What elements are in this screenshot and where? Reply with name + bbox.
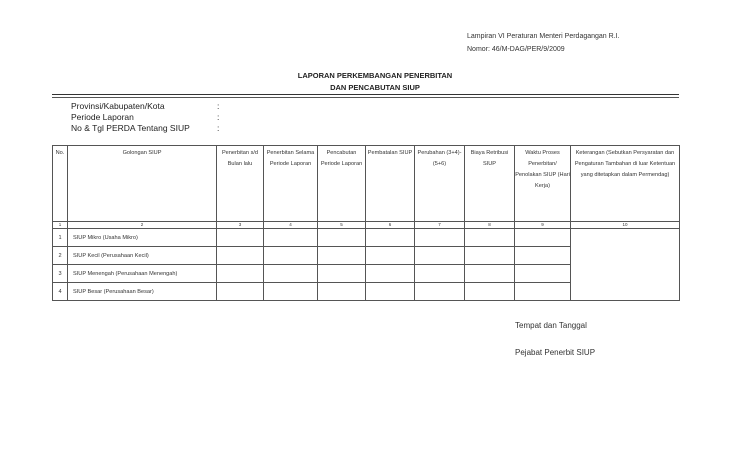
table-cell[interactable] <box>515 247 571 265</box>
table-cell[interactable] <box>264 229 318 247</box>
column-number: 3 <box>217 222 264 229</box>
table-cell[interactable] <box>415 229 465 247</box>
row-golongan: SIUP Menengah (Perusahaan Menengah) <box>68 265 217 283</box>
row-number: 3 <box>53 265 68 283</box>
column-number: 4 <box>264 222 318 229</box>
table-cell[interactable] <box>217 247 264 265</box>
table-cell[interactable] <box>318 265 366 283</box>
row-number: 4 <box>53 283 68 301</box>
table-cell[interactable] <box>415 265 465 283</box>
row-number: 1 <box>53 229 68 247</box>
table-cell[interactable] <box>515 229 571 247</box>
table-cell[interactable] <box>465 247 515 265</box>
title-divider-thin <box>52 97 679 98</box>
table-cell[interactable] <box>318 283 366 301</box>
column-number: 5 <box>318 222 366 229</box>
field-value[interactable]: : <box>217 101 220 111</box>
column-number: 10 <box>571 222 680 229</box>
header-no: No. <box>53 146 68 222</box>
table-cell[interactable] <box>415 283 465 301</box>
column-number: 7 <box>415 222 465 229</box>
table-cell[interactable] <box>465 283 515 301</box>
field-label: Provinsi/Kabupaten/Kota <box>71 101 165 111</box>
column-number: 1 <box>53 222 68 229</box>
header-penerbitan-lalu: Penerbitan s/d Bulan lalu <box>217 146 264 222</box>
table-cell[interactable] <box>515 265 571 283</box>
table-cell[interactable] <box>217 283 264 301</box>
title-divider-thick <box>52 94 679 95</box>
row-number: 2 <box>53 247 68 265</box>
header-waktu-proses: Waktu Proses Penerbitan/ Penolakan SIUP (Hari Kerja) <box>515 146 571 222</box>
report-fields <box>71 101 220 134</box>
table-cell[interactable] <box>264 283 318 301</box>
field-period <box>71 112 220 123</box>
table-cell[interactable] <box>366 247 415 265</box>
regulation-reference <box>467 30 620 56</box>
report-title-line-2: DAN PENCABUTAN SIUP <box>330 83 420 92</box>
table-cell[interactable] <box>264 265 318 283</box>
row-golongan: SIUP Kecil (Perusahaan Kecil) <box>68 247 217 265</box>
report-title <box>0 70 750 94</box>
siup-report-table <box>52 145 680 301</box>
table-cell[interactable] <box>217 229 264 247</box>
header-pencabutan: Pencabutan Periode Laporan <box>318 146 366 222</box>
header-keterangan: Keterangan (Sebutkan Persyaratan dan Pengaturan Tambahan di luar Ketentuan yang ditetapkan dalam Permendag) <box>571 146 680 222</box>
table-cell[interactable] <box>217 265 264 283</box>
regulation-line: Lampiran VI Peraturan Menteri Perdagangan R.I. <box>467 33 620 40</box>
column-number-row <box>53 222 680 229</box>
regulation-number: Nomor: 46/M-DAG/PER/9/2009 <box>467 46 565 53</box>
header-biaya: Biaya Retribusi SIUP <box>465 146 515 222</box>
field-label: Periode Laporan <box>71 112 134 122</box>
field-label: No & Tgl PERDA Tentang SIUP <box>71 123 190 133</box>
column-number: 8 <box>465 222 515 229</box>
field-value[interactable]: : <box>217 123 220 133</box>
table-cell[interactable] <box>366 265 415 283</box>
table-header-row <box>53 146 680 222</box>
table-cell[interactable] <box>465 229 515 247</box>
table-cell[interactable] <box>366 283 415 301</box>
table-cell[interactable] <box>318 247 366 265</box>
table-cell[interactable] <box>318 229 366 247</box>
table-cell[interactable] <box>465 265 515 283</box>
row-golongan: SIUP Mikro (Usaha Mikro) <box>68 229 217 247</box>
row-golongan: SIUP Besar (Perusahaan Besar) <box>68 283 217 301</box>
column-number: 6 <box>366 222 415 229</box>
column-number: 9 <box>515 222 571 229</box>
field-perda <box>71 123 220 134</box>
keterangan-cell[interactable] <box>571 229 680 301</box>
issuing-official: Pejabat Penerbit SIUP <box>515 348 596 357</box>
field-value[interactable]: : <box>217 112 220 122</box>
column-number: 2 <box>68 222 217 229</box>
table-cell[interactable] <box>264 247 318 265</box>
report-title-line-1: LAPORAN PERKEMBANGAN PENERBITAN <box>297 71 453 80</box>
table-row <box>53 229 680 247</box>
field-province <box>71 101 220 112</box>
place-and-date: Tempat dan Tanggal <box>515 321 587 330</box>
table-cell[interactable] <box>366 229 415 247</box>
header-pembatalan: Pembatalan SIUP <box>366 146 415 222</box>
table-cell[interactable] <box>415 247 465 265</box>
header-perubahan: Perubahan (3+4)-(5+6) <box>415 146 465 222</box>
table-cell[interactable] <box>515 283 571 301</box>
header-golongan: Golongan SIUP <box>68 146 217 222</box>
header-penerbitan-periode: Penerbitan Selama Periode Laporan <box>264 146 318 222</box>
